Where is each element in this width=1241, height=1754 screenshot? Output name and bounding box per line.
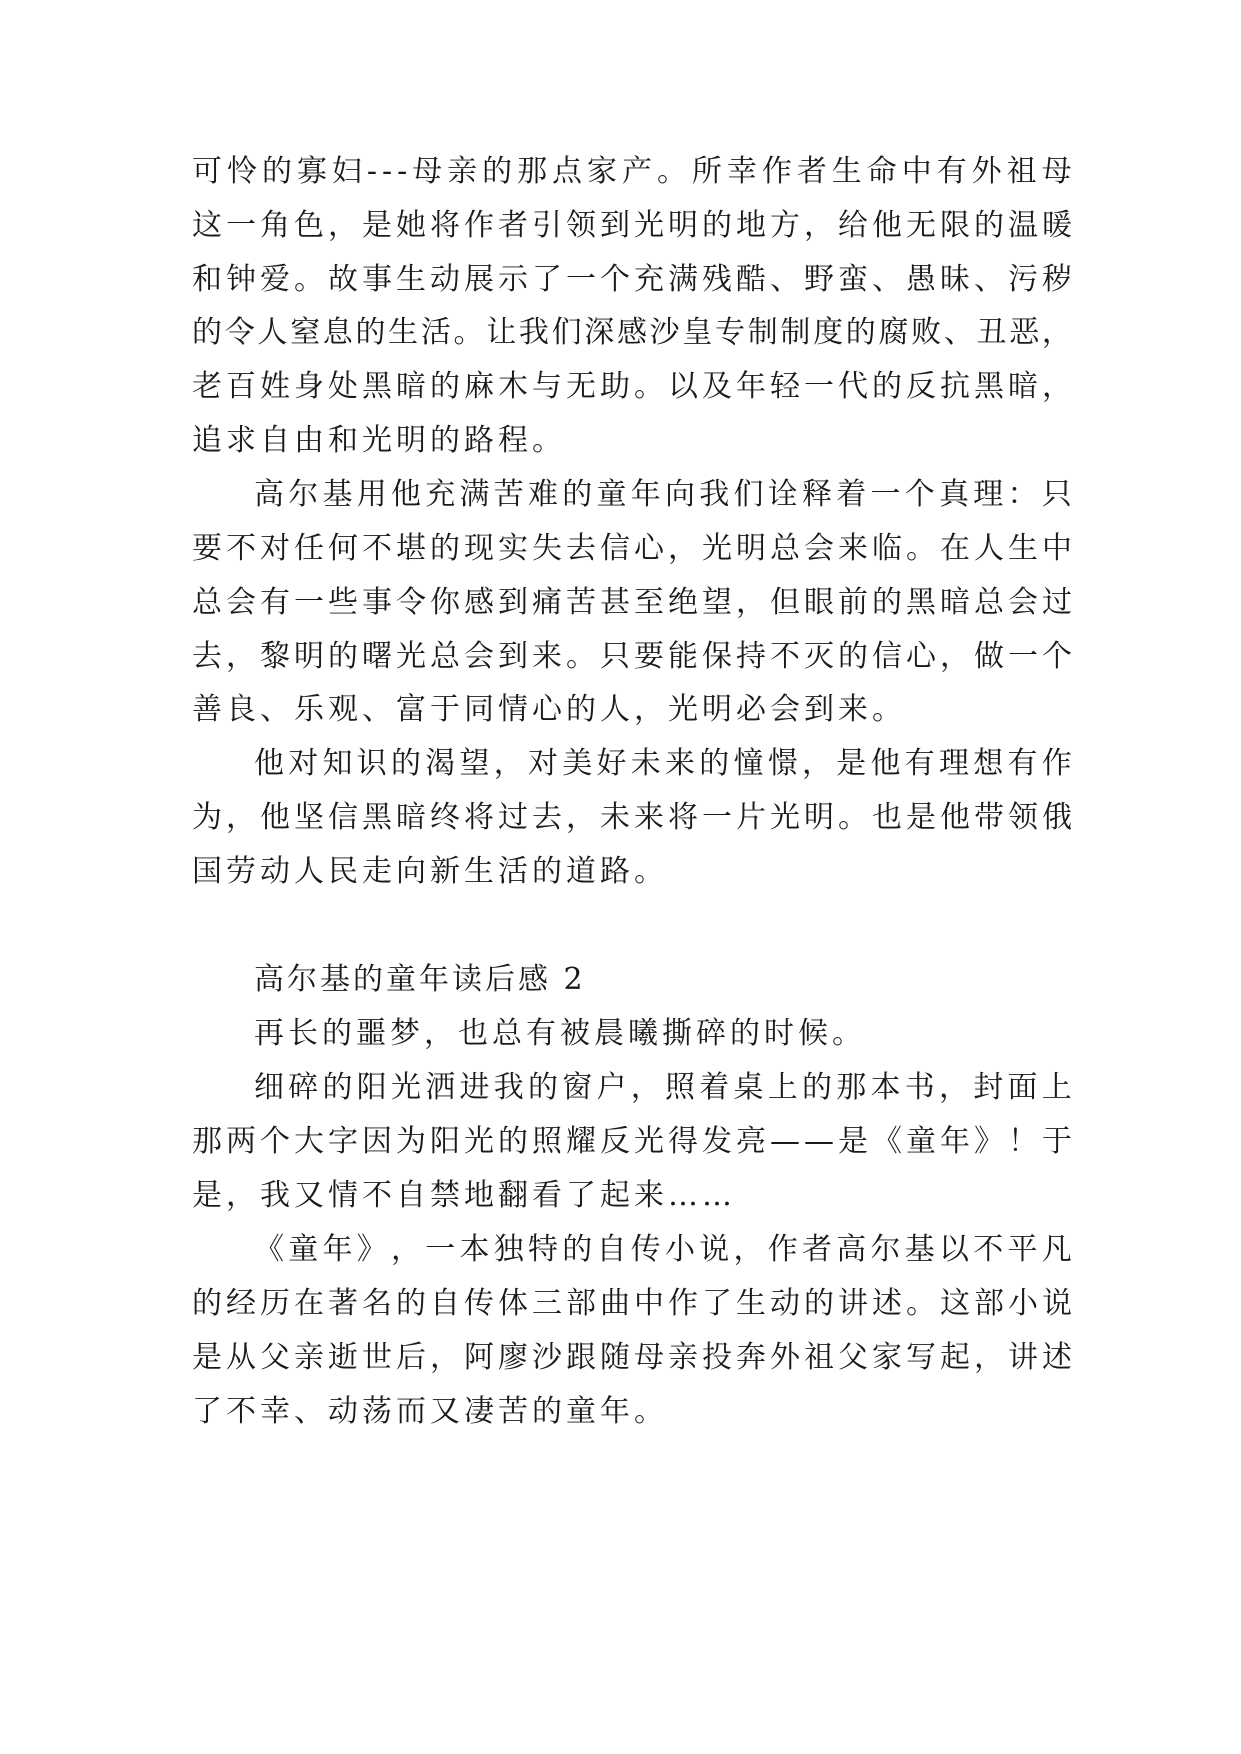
- text-line: 可 怜 的 寡 妇 - - - 母 亲 的 那 点 家 产 。 所 幸 作 者 生 命 中 有 外 祖 母: [192, 154, 1072, 189]
- text-line: 是，我又情不自禁地翻看了起来……: [192, 1178, 736, 1213]
- text-line: 那 两 个 大 字 因 为 阳 光 的 照 耀 反 光 得 发 亮 — — 是 《 童 年 》 ！ 于: [192, 1124, 1072, 1159]
- text-line: 善良、乐观、富于同情心的人，光明必会到来。: [192, 692, 906, 727]
- text-line: 和 钟 爱 。 故 事 生 动 展 示 了 一 个 充 满 残 酷 、 野 蛮 、 愚 昧 、 污 秽: [192, 262, 1072, 297]
- text-line: 的 经 历 在 著 名 的 自 传 体 三 部 曲 中 作 了 生 动 的 讲 述 。 这 部 小 说: [192, 1286, 1072, 1321]
- paragraph-first-line: 细 碎 的 阳 光 洒 进 我 的 窗 户 ， 照 着 桌 上 的 那 本 书 ， 封 面 上: [254, 1070, 1072, 1105]
- paragraph-first-line: 再长的噩梦，也总有被晨曦撕碎的时候。: [254, 1016, 866, 1051]
- text-line: 去 ， 黎 明 的 曙 光 总 会 到 来 。 只 要 能 保 持 不 灭 的 信 心 ， 做 一 个: [192, 639, 1072, 674]
- text-line: 追求自由和光明的路程。: [192, 423, 566, 458]
- paragraph-first-line: 他 对 知 识 的 渴 望 ， 对 美 好 未 来 的 憧 憬 ， 是 他 有 理 想 有 作: [254, 746, 1072, 781]
- text-line: 是 从 父 亲 逝 世 后 ， 阿 廖 沙 跟 随 母 亲 投 奔 外 祖 父 家 写 起 ， 讲 述: [192, 1340, 1072, 1375]
- section-heading: 高尔基的童年读后感 2: [254, 962, 586, 997]
- paragraph-first-line: 《 童 年 》 ， 一 本 独 特 的 自 传 小 说 ， 作 者 高 尔 基 以 不 平 凡: [254, 1232, 1072, 1267]
- text-line: 这 一 角 色 ， 是 她 将 作 者 引 领 到 光 明 的 地 方 ， 给 他 无 限 的 温 暖: [192, 208, 1072, 243]
- text-line: 要 不 对 任 何 不 堪 的 现 实 失 去 信 心 ， 光 明 总 会 来 临 。 在 人 生 中: [192, 531, 1072, 566]
- text-line: 了不幸、动荡而又凄苦的童年。: [192, 1394, 668, 1429]
- text-line: 总 会 有 一 些 事 令 你 感 到 痛 苦 甚 至 绝 望 ， 但 眼 前 的 黑 暗 总 会 过: [192, 585, 1072, 620]
- text-line: 的 令 人 窒 息 的 生 活 。 让 我 们 深 感 沙 皇 专 制 制 度 的 腐 败 、 丑 恶 ，: [192, 315, 1072, 350]
- paragraph-first-line: 高 尔 基 用 他 充 满 苦 难 的 童 年 向 我 们 诠 释 着 一 个 真 理 ： 只: [254, 477, 1072, 512]
- text-line: 国劳动人民走向新生活的道路。: [192, 854, 668, 889]
- text-line: 为 ， 他 坚 信 黑 暗 终 将 过 去 ， 未 来 将 一 片 光 明 。 也 是 他 带 领 俄: [192, 800, 1072, 835]
- text-line: 老 百 姓 身 处 黑 暗 的 麻 木 与 无 助 。 以 及 年 轻 一 代 的 反 抗 黑 暗 ，: [192, 369, 1072, 404]
